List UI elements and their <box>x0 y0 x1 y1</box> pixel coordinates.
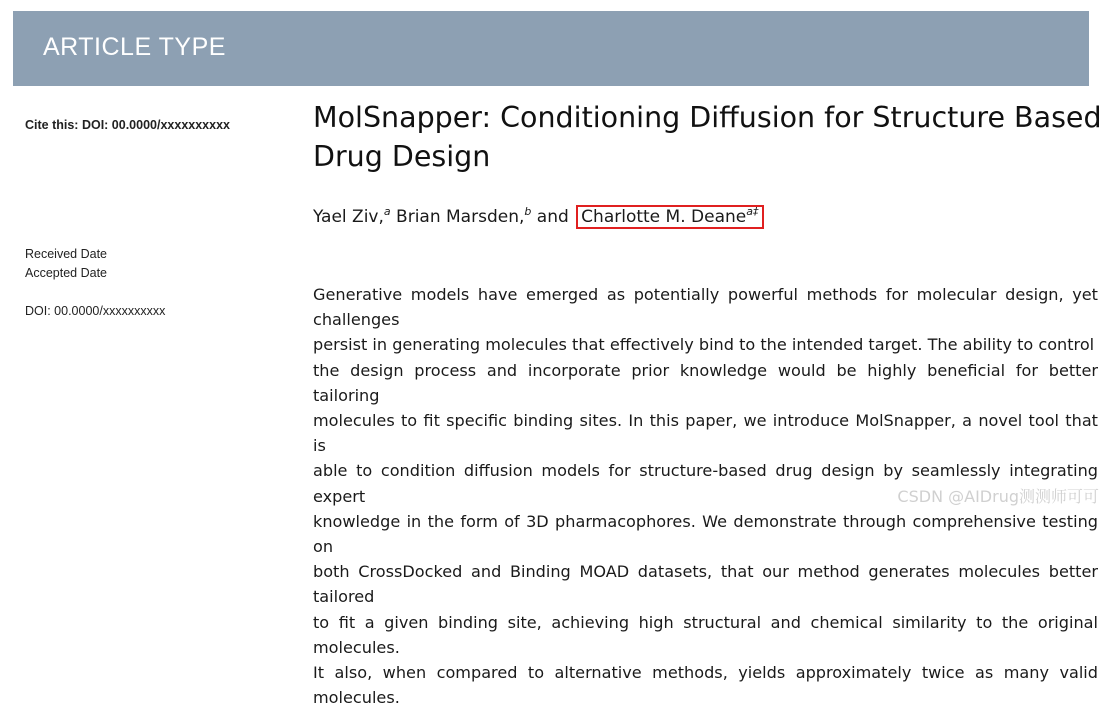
doi-label: DOI: 00.0000/xxxxxxxxxx <box>25 304 166 318</box>
received-date: Received Date <box>25 247 107 261</box>
author-name: Brian Marsden, <box>396 207 525 227</box>
article-type-banner <box>13 11 1089 86</box>
abstract-line: able to condition diffusion models for structure-based drug design by seamlessly integrating expert <box>313 461 1098 506</box>
abstract-line: persist in generating molecules that effectively bind to the intended target. The ability to control <box>313 335 1095 355</box>
abstract-line: to fit a given binding site, achieving high structural and chemical similarity to the original molecules. <box>313 612 1098 657</box>
author-affiliation: a <box>383 205 391 218</box>
article-type-label: ARTICLE TYPE <box>43 33 226 61</box>
author-name: Yael Ziv, <box>313 207 384 227</box>
dates-block <box>25 245 107 283</box>
abstract-line: molecules to fit specific binding sites. In this paper, we introduce MolSnapper, a novel tool that is <box>313 411 1098 456</box>
author-affiliation: b <box>524 205 532 218</box>
abstract-line: It also, when compared to alternative methods, yields approximately twice as many valid molecules. <box>313 663 1098 708</box>
abstract-line: the design process and incorporate prior knowledge would be highly beneficial for better tailoring <box>313 360 1098 405</box>
watermark: CSDN @AIDrug测测师可可 <box>897 487 1099 506</box>
accepted-date: Accepted Date <box>25 266 107 280</box>
author-name: Charlotte M. Deane <box>581 207 747 227</box>
abstract-line: Generative models have emerged as potentially powerful methods for molecular design, yet challenges <box>313 285 1098 330</box>
paper-title: MolSnapper: Conditioning Diffusion for Structure Based Drug Design <box>313 101 1102 173</box>
author-list <box>313 198 764 231</box>
cite-this-doi: Cite this: DOI: 00.0000/xxxxxxxxxx <box>25 118 230 132</box>
author-affiliation: a‡ <box>746 205 759 218</box>
abstract-line: knowledge in the form of 3D pharmacophores. We demonstrate through comprehensive testing on <box>313 511 1098 557</box>
highlighted-author <box>576 205 764 229</box>
abstract-line: both CrossDocked and Binding MOAD datasets, that our method generates molecules better tailored <box>313 562 1098 607</box>
author-connector: and <box>536 207 569 227</box>
